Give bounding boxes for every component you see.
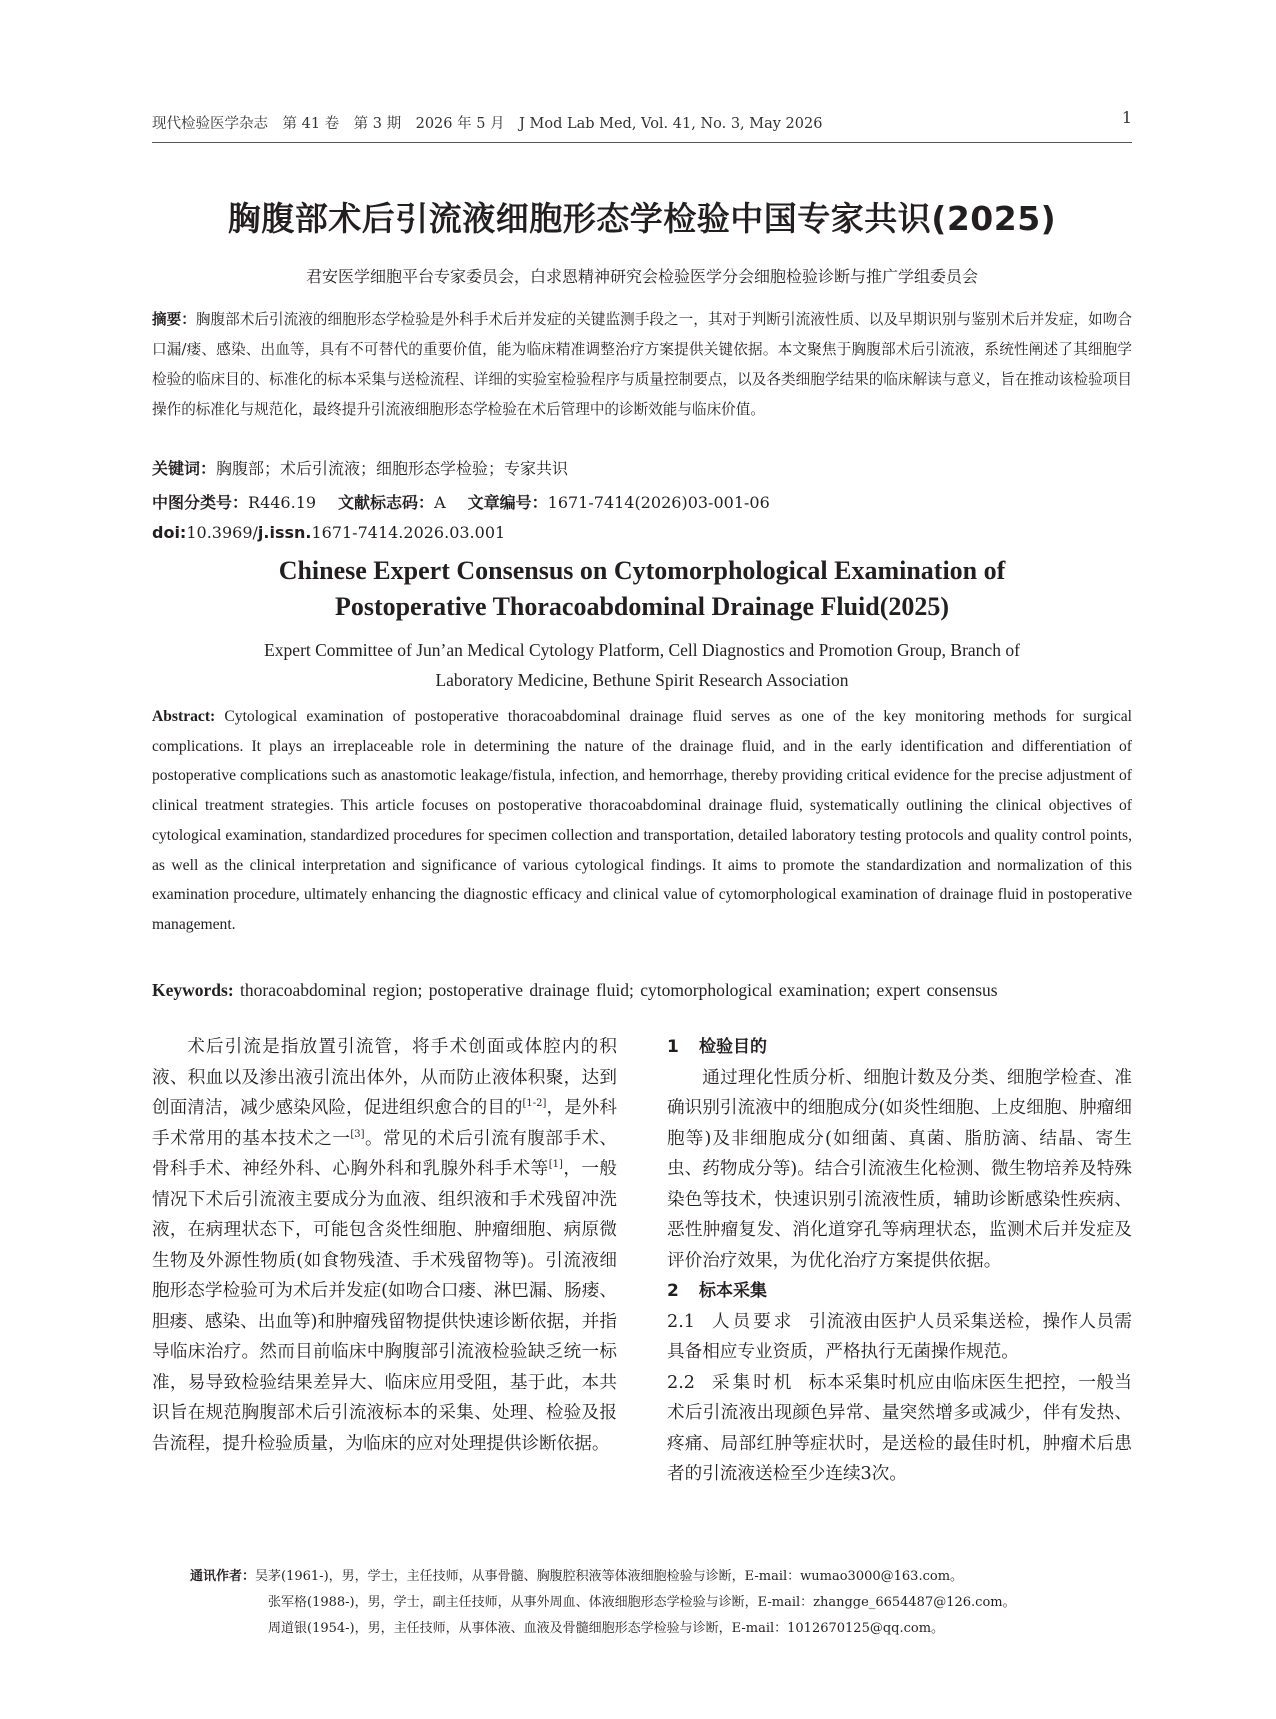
chinese-title: 胸腹部术后引流液细胞形态学检验中国专家共识(2025) [227, 199, 1057, 238]
english-title-line-2: Postoperative Thoracoabdominal Drainage Fluid(2025) [334, 592, 950, 621]
intro-text-b: ，是外科手术常用的基本技术之一 [152, 1098, 617, 1149]
footnote-label: 通讯作者： [190, 1569, 256, 1584]
intro-text-d: ，一般情况下术后引流液主要成分为血液、组织液和手术残留冲洗液，在病理状态下，可能包含炎性细胞、肿瘤细胞、病原微生物及外源性物质(如食物残渣、手术残留物等)。引流液细胞形态学检验可为术后并发症(如吻合口瘘、淋巴漏、肠瘘、胆瘘、感染、出血等)和肿瘤残留物提供快速诊断依据，并指导临床治疗。然而目前临床中胸腹部引流液检验缺乏统一标准，易导致检验结果差异大、临床应用受阻，基于此，本共识旨在规范胸腹部术后引流液标本的采集、处理、检验及报告流程，提升检验质量，为临床的应对处理提供诊断依据。 [152, 1159, 617, 1454]
subsection-2-1-title: 人员要求 [712, 1311, 795, 1332]
chinese-keywords-text: 胸腹部；术后引流液；细胞形态学检验；专家共识 [216, 459, 569, 478]
english-keywords-label: Keywords: [152, 980, 234, 1000]
citation-3[interactable]: [3] [350, 1128, 365, 1140]
running-header [152, 108, 1132, 143]
footnote-line-2: 张军格(1988-)，男，学士，副主任技师，从事外周血、体液细胞形态学检验与诊断，E-mail：zhangge_6654487@126.com。 [268, 1595, 1016, 1610]
chinese-keywords [152, 456, 1132, 479]
chinese-keywords-label: 关键词： [152, 459, 217, 478]
chinese-authors: 君安医学细胞平台专家委员会，白求恩精神研究会检验医学分会细胞检验诊断与推广学组委员会 [305, 267, 978, 286]
english-abstract-label: Abstract: [152, 708, 216, 725]
subsection-2-2-text: 标本采集时机应由临床医生把控，一般当术后引流液出现颜色异常、量突然增多或减少，伴有发热、疼痛、局部红肿等症状时，是送检的最佳时机，肿瘤术后患者的引流液送检至少连续3次。 [667, 1372, 1132, 1484]
clc-value: R446.19 [248, 493, 317, 512]
intro-text-c: 。常见的术后引流有腹部手术、骨科手术、神经外科、心胸外科和乳腺外科手术等 [152, 1128, 617, 1179]
subsection-2-2-number: 2.2 [667, 1372, 695, 1393]
body-right-column [667, 1032, 1132, 1490]
chinese-abstract-label: 摘要： [152, 311, 196, 328]
english-authors-line-2: Laboratory Medicine, Bethune Spirit Research Association [435, 670, 849, 690]
section-2-title: 标本采集 [699, 1281, 767, 1301]
section-2-number: 2 [667, 1281, 679, 1301]
page-number: 1 [1121, 108, 1132, 127]
intro-text-a: 术后引流是指放置引流管，将手术创面或体腔内的积液、积血以及渗出液引流出体外，从而防止液体积聚，达到创面清洁，减少感染风险，促进组织愈合的目的 [152, 1037, 617, 1118]
section-2-heading [667, 1276, 1132, 1307]
chinese-abstract-text: 胸腹部术后引流液的细胞形态学检验是外科手术后并发症的关键监测手段之一，其对于判断引流液性质、以及早期识别与鉴别术后并发症，如吻合口漏/瘘、感染、出血等，具有不可替代的重要价值，能为临床精准调整治疗方案提供关键依据。本文聚焦于胸腹部术后引流液，系统性阐述了其细胞学检验的临床目的、标准化的标本采集与送检流程、详细的实验室检验程序与质量控制要点，以及各类细胞学结果的临床解读与意义，旨在推动该检验项目操作的标准化与规范化，最终提升引流液细胞形态学检验在术后管理中的诊断效能与临床价值。 [152, 311, 1132, 418]
english-title [152, 553, 1132, 625]
subsection-2-2 [667, 1368, 1132, 1490]
body-left-column [152, 1032, 617, 1459]
doi-label: doi: [152, 523, 187, 542]
english-keywords [152, 976, 1132, 1005]
chinese-abstract [152, 305, 1132, 425]
english-authors [152, 635, 1132, 695]
journal-citation: 现代检验医学杂志 第 41 卷 第 3 期 2026 年 5 月 J Mod Lab Med, Vol. 41, No. 3, May 2026 [152, 116, 823, 132]
subsection-2-1-text: 引流液由医护人员采集送检，操作人员需具备相应专业资质，严格执行无菌操作规范。 [667, 1311, 1132, 1362]
english-keywords-text: thoracoabdominal region; postoperative drainage fluid; cytomorphological examination; expert consensus [240, 980, 998, 1000]
subsection-2-2-title: 采集时机 [712, 1372, 795, 1393]
footnote-author-1: 吴茅(1961-)，男，学士，主任技师，从事骨髓、胸腹腔积液等体液细胞检验与诊断，E-mail：wumao3000@163.com。 [255, 1569, 964, 1584]
section-1-title: 检验目的 [699, 1037, 767, 1057]
corresponding-author-footnotes [190, 1564, 1130, 1642]
footnote-line-3: 周道银(1954-)，男，主任技师，从事体液、血液及骨髓细胞形态学检验与诊断，E-mail：1012670125@qq.com。 [268, 1621, 945, 1636]
classification-line [152, 490, 1132, 513]
clc-label: 中图分类号： [152, 493, 249, 512]
article-number-label: 文章编号： [467, 493, 548, 512]
doi-suffix: 1671-7414.2026.03.001 [311, 523, 506, 542]
article-number-value: 1671-7414(2026)03-001-06 [547, 493, 770, 512]
doi-prefix: 10.3969/ [186, 523, 258, 542]
english-abstract [152, 702, 1132, 940]
doi-line [152, 523, 1132, 542]
footnote-line-1 [190, 1564, 1130, 1590]
section-1-paragraph: 通过理化性质分析、细胞计数及分类、细胞学检查、准确识别引流液中的细胞成分(如炎性细胞、上皮细胞、肿瘤细胞等)及非细胞成分(如细菌、真菌、脂肪滴、结晶、寄生虫、药物成分等)。结合引流液生化检测、微生物培养及特殊染色等技术，快速识别引流液性质，辅助诊断感染性疾病、恶性肿瘤复发、消化道穿孔等病理状态，监测术后并发症及评价治疗效果，为优化治疗方案提供依据。 [667, 1067, 1132, 1271]
document-code-value: A [434, 493, 446, 512]
english-abstract-text: Cytological examination of postoperative thoracoabdominal drainage fluid serves as one of the key monitoring methods for surgical complications. It plays an irreplaceable role in determining the nature of the drainage fluid, and in the early identification and differentiation of postoperative complications such as anastomotic leakage/fistula, infection, and hemorrhage, thereby providing critical evidence for the precise adjustment of clinical treatment strategies. This article focuses on postoperative thoracoabdominal drainage fluid, systematically outlining the clinical objectives of cytological examination, standardized procedures for specimen collection and transportation, detailed laboratory testing protocols and quality control points, as well as the clinical interpretation and significance of various cytological findings. It aims to promote the standardization and normalization of this examination procedure, ultimately enhancing the diagnostic efficacy and clinical value of cytomorphological examination of drainage fluid in postoperative management. [152, 708, 1132, 933]
english-authors-line-1: Expert Committee of Jun’an Medical Cytology Platform, Cell Diagnostics and Promotion Group, Branch of [264, 640, 1020, 660]
section-1-number: 1 [667, 1037, 679, 1057]
citation-1[interactable]: [1] [548, 1159, 563, 1170]
document-code-label: 文献标志码： [338, 493, 435, 512]
subsection-2-1 [667, 1307, 1132, 1368]
english-title-line-1: Chinese Expert Consensus on Cytomorphological Examination of [278, 556, 1006, 585]
subsection-2-1-number: 2.1 [667, 1311, 695, 1332]
citation-1-2[interactable]: [1-2] [522, 1098, 547, 1109]
section-1-heading [667, 1032, 1132, 1063]
introduction-paragraph [152, 1032, 617, 1459]
doi-issn-bold: j.issn. [257, 523, 312, 542]
